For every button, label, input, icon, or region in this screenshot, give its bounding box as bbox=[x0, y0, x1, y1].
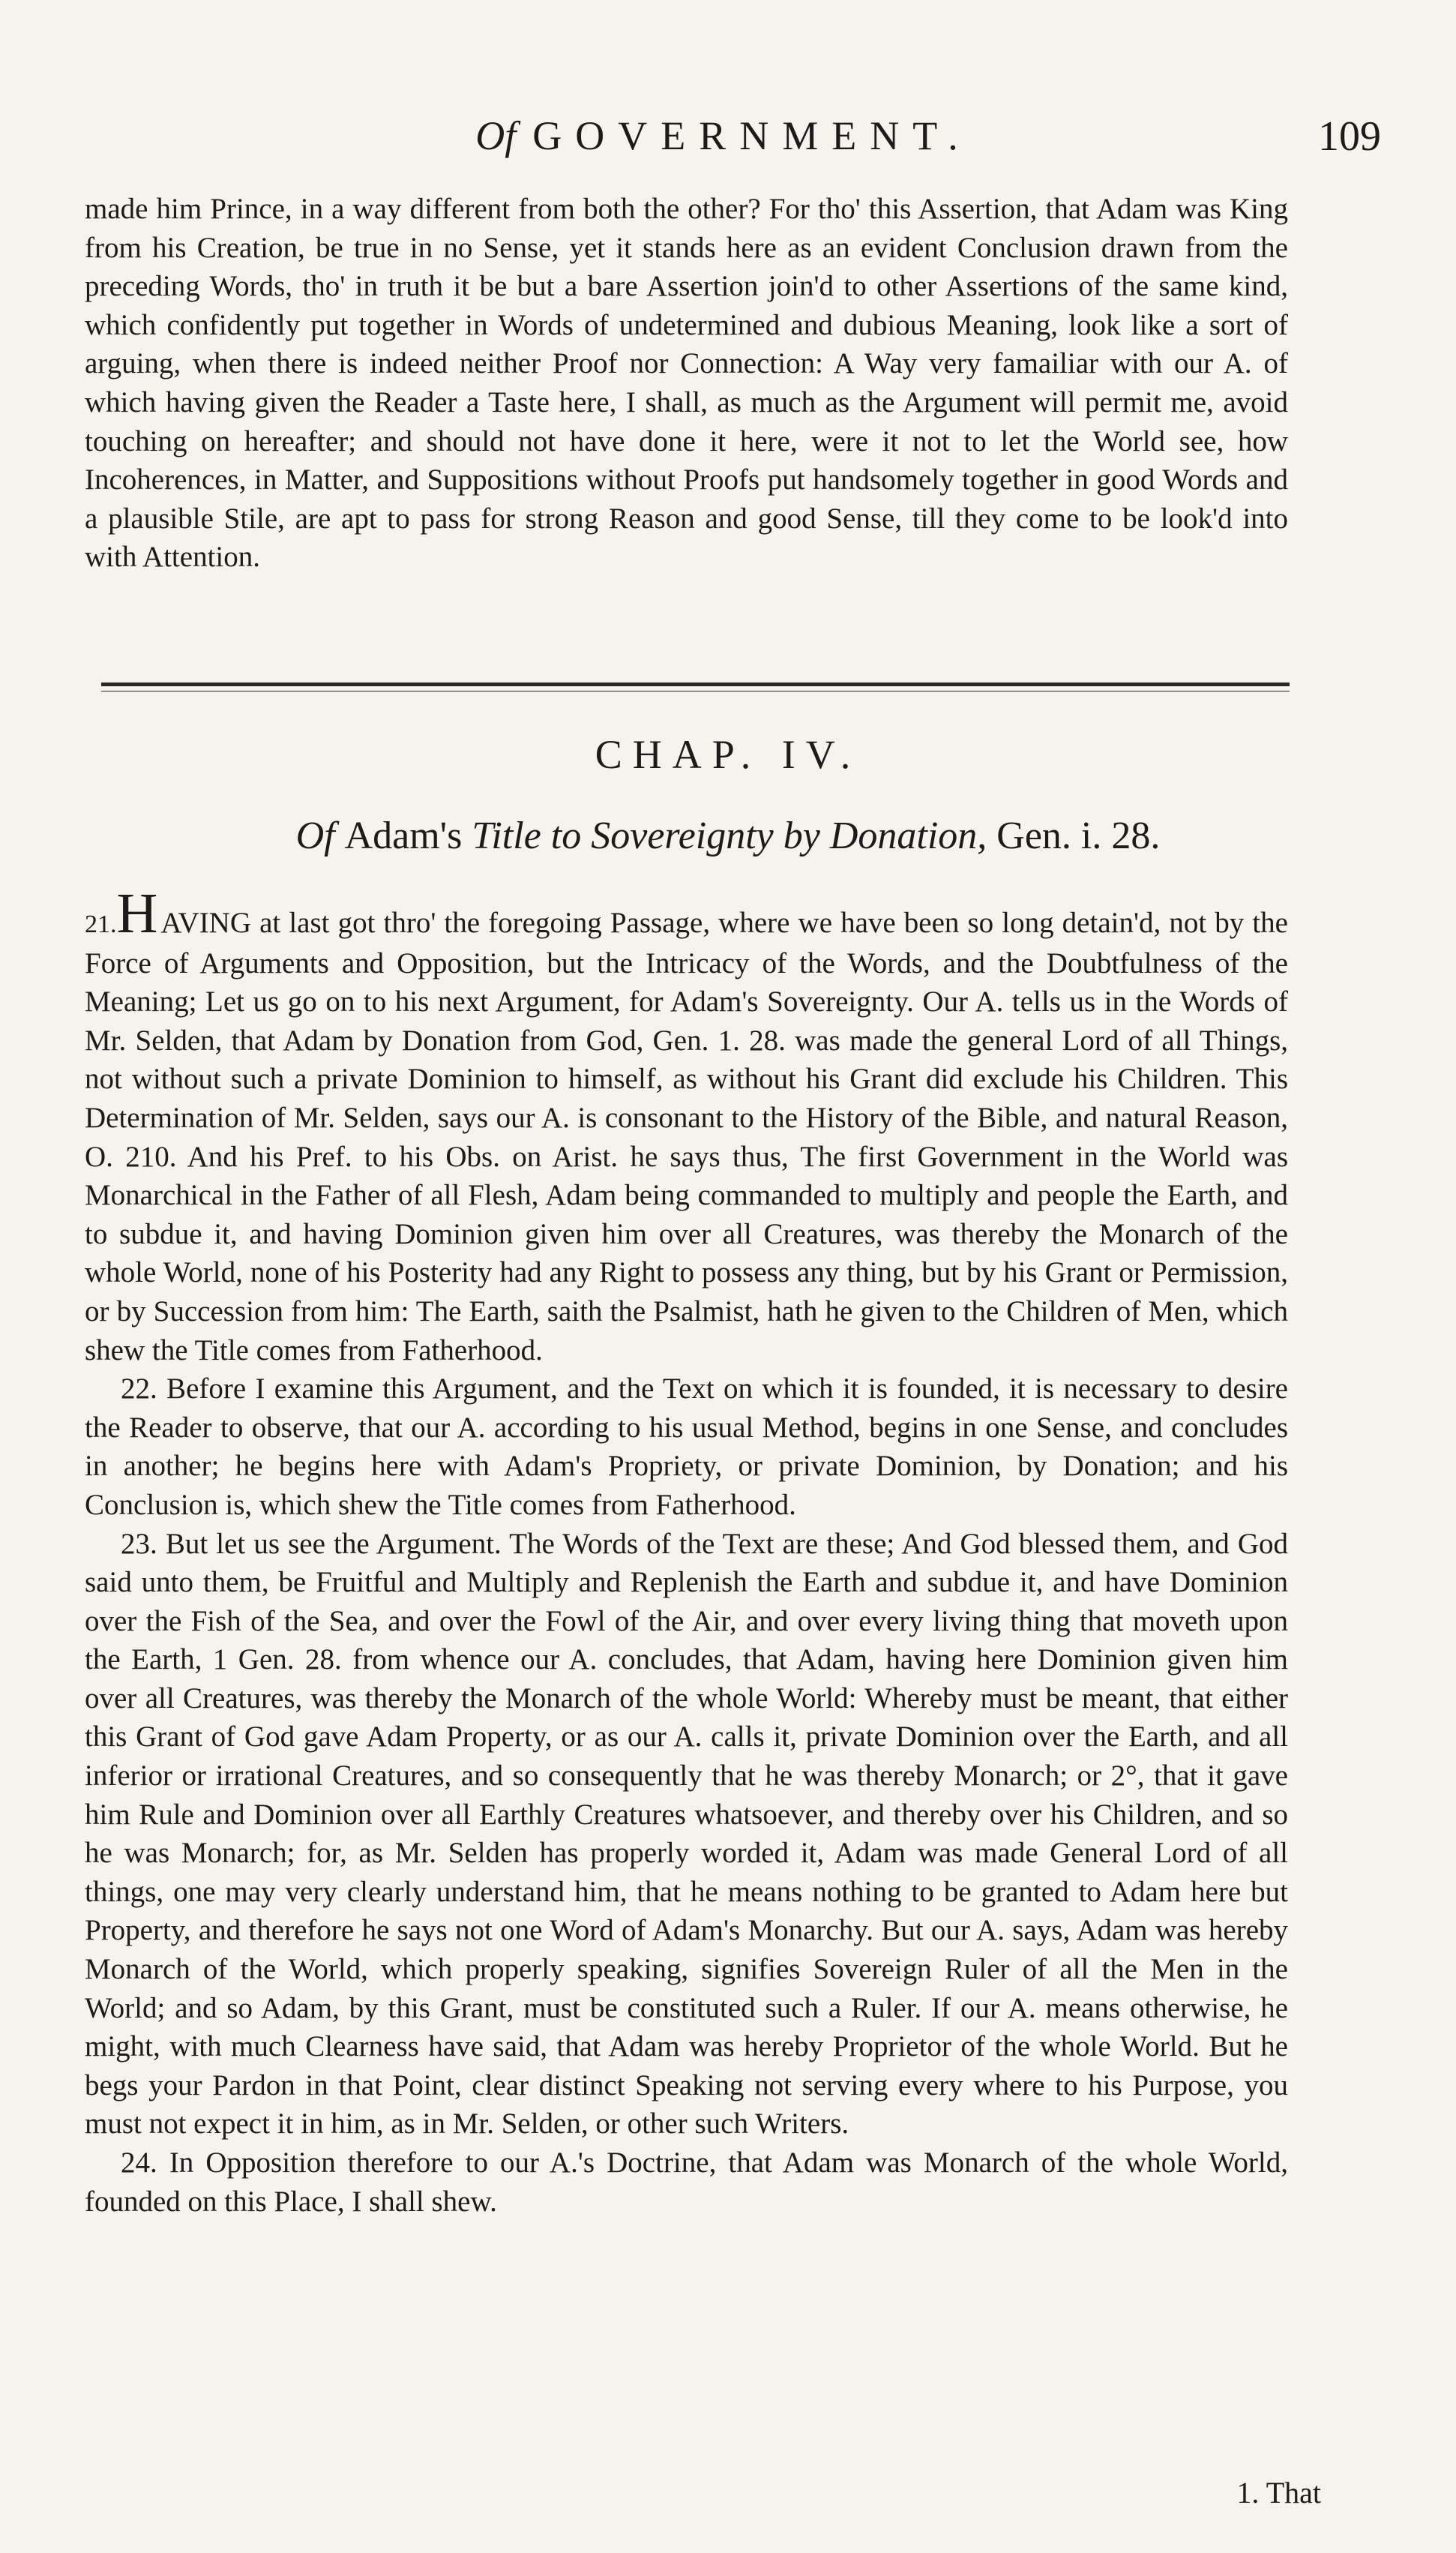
drop-cap: H bbox=[116, 882, 158, 945]
running-header bbox=[0, 112, 1456, 172]
chapter-subtitle bbox=[0, 814, 1456, 858]
running-title bbox=[412, 112, 1035, 159]
section-23: 23. But let us see the Argument. The Words of the Text are these; And God blessed them, and God said unto them, be Fruitful and Multiply and Replenish the Earth and subdue it, and have Dominion over the Fish of the Sea, and over the Fowl of the Air, and over every living thing that moveth upon the Earth, 1 Gen. 28. from whence our A. concludes, that Adam, having here Dominion given him over all Creatures, was thereby the Monarch of the whole World: Whereby must be meant, that either this Grant of God gave Adam Property, or as our A. calls it, private Dominion over the Earth, and all inferior or irrational Creatures, and so consequently that he was thereby Monarch; or 2°, that it gave him Rule and Dominion over all Earthly Creatures whatsoever, and thereby over his Children, and so he was Monarch; for, as Mr. Selden has properly worded it, Adam was made General Lord of all things, one may very clearly understand him, that he means nothing to be granted to Adam here but Property, and therefore he says not one Word of Adam's Monarchy. But our A. says, Adam was hereby Monarch of the World, which properly speaking, signifies Sovereign Ruler of all the Men in the World; and so Adam, by this Grant, must be constituted such a Ruler. If our A. means otherwise, he might, with much Clearness have said, that Adam was hereby Proprietor of the whole World. But he begs your Pardon in that Point, clear distinct Speaking not serving every where to his Purpose, you must not expect it in him, as in Mr. Selden, or other such Writers. bbox=[85, 1527, 1288, 2140]
subtitle-name: Adam's bbox=[344, 814, 463, 857]
section-21-number: 21. bbox=[85, 910, 117, 938]
section-21-text: AVING at last got thro' the foregoing Passage, where we have been so long detain'd, not by the Force of Arguments and Opposition, but the Intricacy of the Words, and the Doubtfulness of the Meaning; Let us go on to his next Argument, for Adam's Sovereignty. Our A. tells us in the Words of Mr. Selden, that Adam by Donation from God, Gen. 1. 28. was made the general Lord of all Things, not without such a private Dominion to himself, as without his Grant did exclude his Children. This Determination of Mr. Selden, says our A. is consonant to the History of the Bible, and natural Reason, O. 210. And his Pref. to his Obs. on Arist. he says thus, The first Government in the World was Monarchical in the Father of all Flesh, Adam being commanded to multiply and people the Earth, and to subdue it, and having Dominion given him over all Creatures, was thereby the Monarch of the whole World, none of his Posterity had any Right to possess any thing, but by his Grant or Permission, or by Succession from him: The Earth, saith the Psalmist, hath he given to the Children of Men, which shew the Title comes from Fatherhood. bbox=[85, 907, 1288, 1366]
subtitle-reference: Gen. i. 28. bbox=[996, 814, 1161, 857]
section-24: 24. In Opposition therefore to our A.'s Doctrine, that Adam was Monarch of the whole World, founded on this Place, I shall shew. bbox=[85, 2146, 1288, 2218]
catchword: 1. That bbox=[1236, 2476, 1321, 2510]
running-title-text: GOVERNMENT. bbox=[532, 113, 972, 158]
section-22: 22. Before I examine this Argument, and the Text on which it is founded, it is necessary to desire the Reader to observe, that our A. according to his usual Method, begins in one Sense, and concludes in another; he begins here with Adam's Propriety, or private Dominion, by Donation; and his Conclusion is, which shew the Title comes from Fatherhood. bbox=[85, 1372, 1288, 1521]
page-number: 109 bbox=[1318, 113, 1381, 160]
section-21 bbox=[85, 882, 1288, 1370]
chapter-heading: CHAP. IV. bbox=[595, 732, 861, 777]
chapter-body bbox=[85, 882, 1288, 2221]
subtitle-subject: Title to Sovereignty by Donation, bbox=[472, 814, 987, 857]
running-title-of: Of bbox=[475, 113, 517, 158]
continued-paragraph bbox=[85, 190, 1288, 577]
subtitle-of: Of bbox=[295, 814, 335, 857]
top-paragraph: made him Prince, in a way different from both the other? For tho' this Assertion, that Adam was King from his Creation, be true in no Sense, yet it stands here as an evident Conclusion drawn from the preceding Words, tho' in truth it be but a bare Assertion join'd to other Assertions of the same kind, which confidently put together in Words of undetermined and dubious Meaning, look like a sort of arguing, when there is indeed neither Proof nor Connection: A Way very famailiar with our A. of which having given the Reader a Taste here, I shall, as much as the Argument will permit me, avoid touching on hereafter; and should not have done it here, were it not to let the World see, how Incoherences, in Matter, and Suppositions without Proofs put handsomely together in good Words and a plausible Stile, are apt to pass for strong Reason and good Sense, till they come to be look'd into with Attention. bbox=[85, 193, 1288, 574]
section-divider-rule bbox=[101, 682, 1290, 692]
